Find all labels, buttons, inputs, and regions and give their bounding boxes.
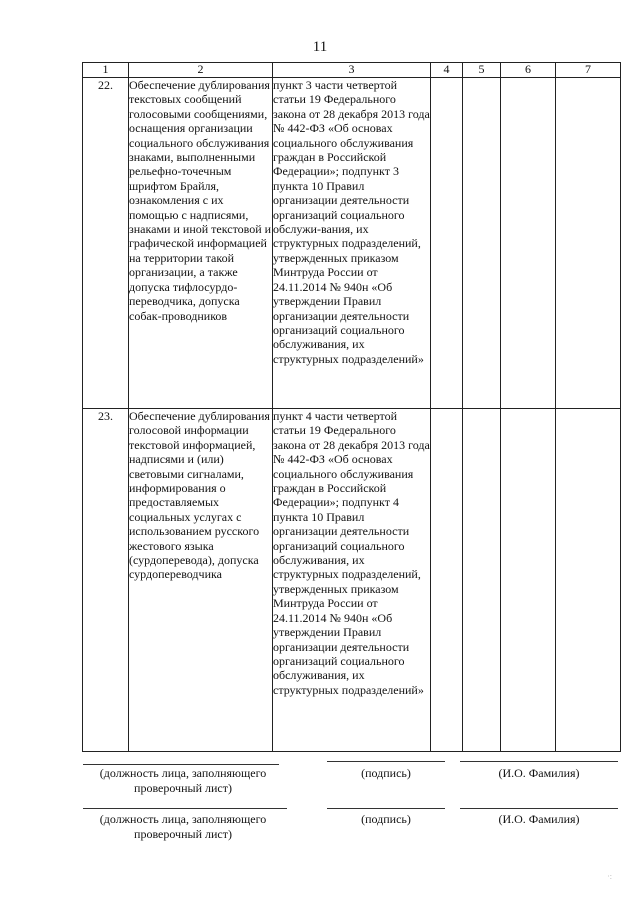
answer-cell-4 [431,78,463,409]
answer-cell-7 [556,78,621,409]
column-header-4: 4 [431,63,463,78]
table-row [83,409,621,752]
position-label: (должность лица, заполняющего проверочный лист) [99,766,267,795]
column-number-row [83,63,621,78]
signature-label: (подпись) [361,766,411,780]
requirement-description: Обеспечение дублирования текстовых сообщений голосовыми сообщениями, оснащения организации социального обслуживания знаками, выполненными рельефно-точечным шрифтом Брайля, ознакомления с их помощью с надписями, знаками и иной текстовой и графической информацией на территории такой организации, а также допуска тифлосурдо-переводчика, допуска собак-проводников [129,78,273,409]
answer-cell-4 [431,409,463,752]
name-label: (И.О. Фамилия) [498,812,580,826]
answer-cell-5 [463,78,501,409]
answer-cell-6 [501,78,556,409]
legal-basis: пункт 4 части четвертой статьи 19 Федерального закона от 28 декабря 2013 года № 442-ФЗ «Об основах социального обслуживания граждан в Российской Федерации»; подпункт 4 пункта 10 Правил организации деятельности организаций социального обслуживания, их структурных подразделений, утвержденных приказом Минтруда России от 24.11.2014 № 940н «Об утверждении Правил организации деятельности организаций социального обслуживания, их структурных подразделений» [273,409,431,752]
name-label: (И.О. Фамилия) [498,766,580,780]
name-signature-line [460,761,618,762]
answer-cell-5 [463,409,501,752]
requirement-description: Обеспечение дублирования голосовой информации текстовой информацией, надписями и (или) световыми сигналами, информирования о предоставляемых социальных услугах с использованием русского жестового языка (сурдоперевода), допуска сурдопереводчика [129,409,273,752]
position-signature-line [83,764,279,765]
signature-label: (подпись) [361,812,411,826]
signature-line [327,761,445,762]
answer-cell-7 [556,409,621,752]
signature-line [327,808,445,809]
legal-basis: пункт 3 части четвертой статьи 19 Федерального закона от 28 декабря 2013 года № 442-ФЗ «Об основах социального обслуживания граждан в Российской Федерации»; подпункт 3 пункта 10 Правил организации деятельности организаций социального обслужи-вания, их структурных подразделений, утвержденных приказом Минтруда России от 24.11.2014 № 940н «Об утверждении Правил организации деятельности организаций социального обслуживания, их структурных подразделений» [273,78,431,409]
position-label: (должность лица, заполняющего проверочный лист) [99,812,267,841]
column-header-1: 1 [83,63,129,78]
answer-cell-6 [501,409,556,752]
page-number: 11 [312,39,328,55]
row-number: 22. [83,78,129,409]
column-header-5: 5 [463,63,501,78]
column-header-7: 7 [556,63,621,78]
column-header-3: 3 [273,63,431,78]
row-number: 23. [83,409,129,752]
table-row [83,78,621,409]
scan-artifact-mark: ·: [607,872,612,881]
position-signature-line [83,808,287,809]
column-header-6: 6 [501,63,556,78]
checklist-table [82,62,621,752]
name-signature-line [460,808,618,809]
column-header-2: 2 [129,63,273,78]
